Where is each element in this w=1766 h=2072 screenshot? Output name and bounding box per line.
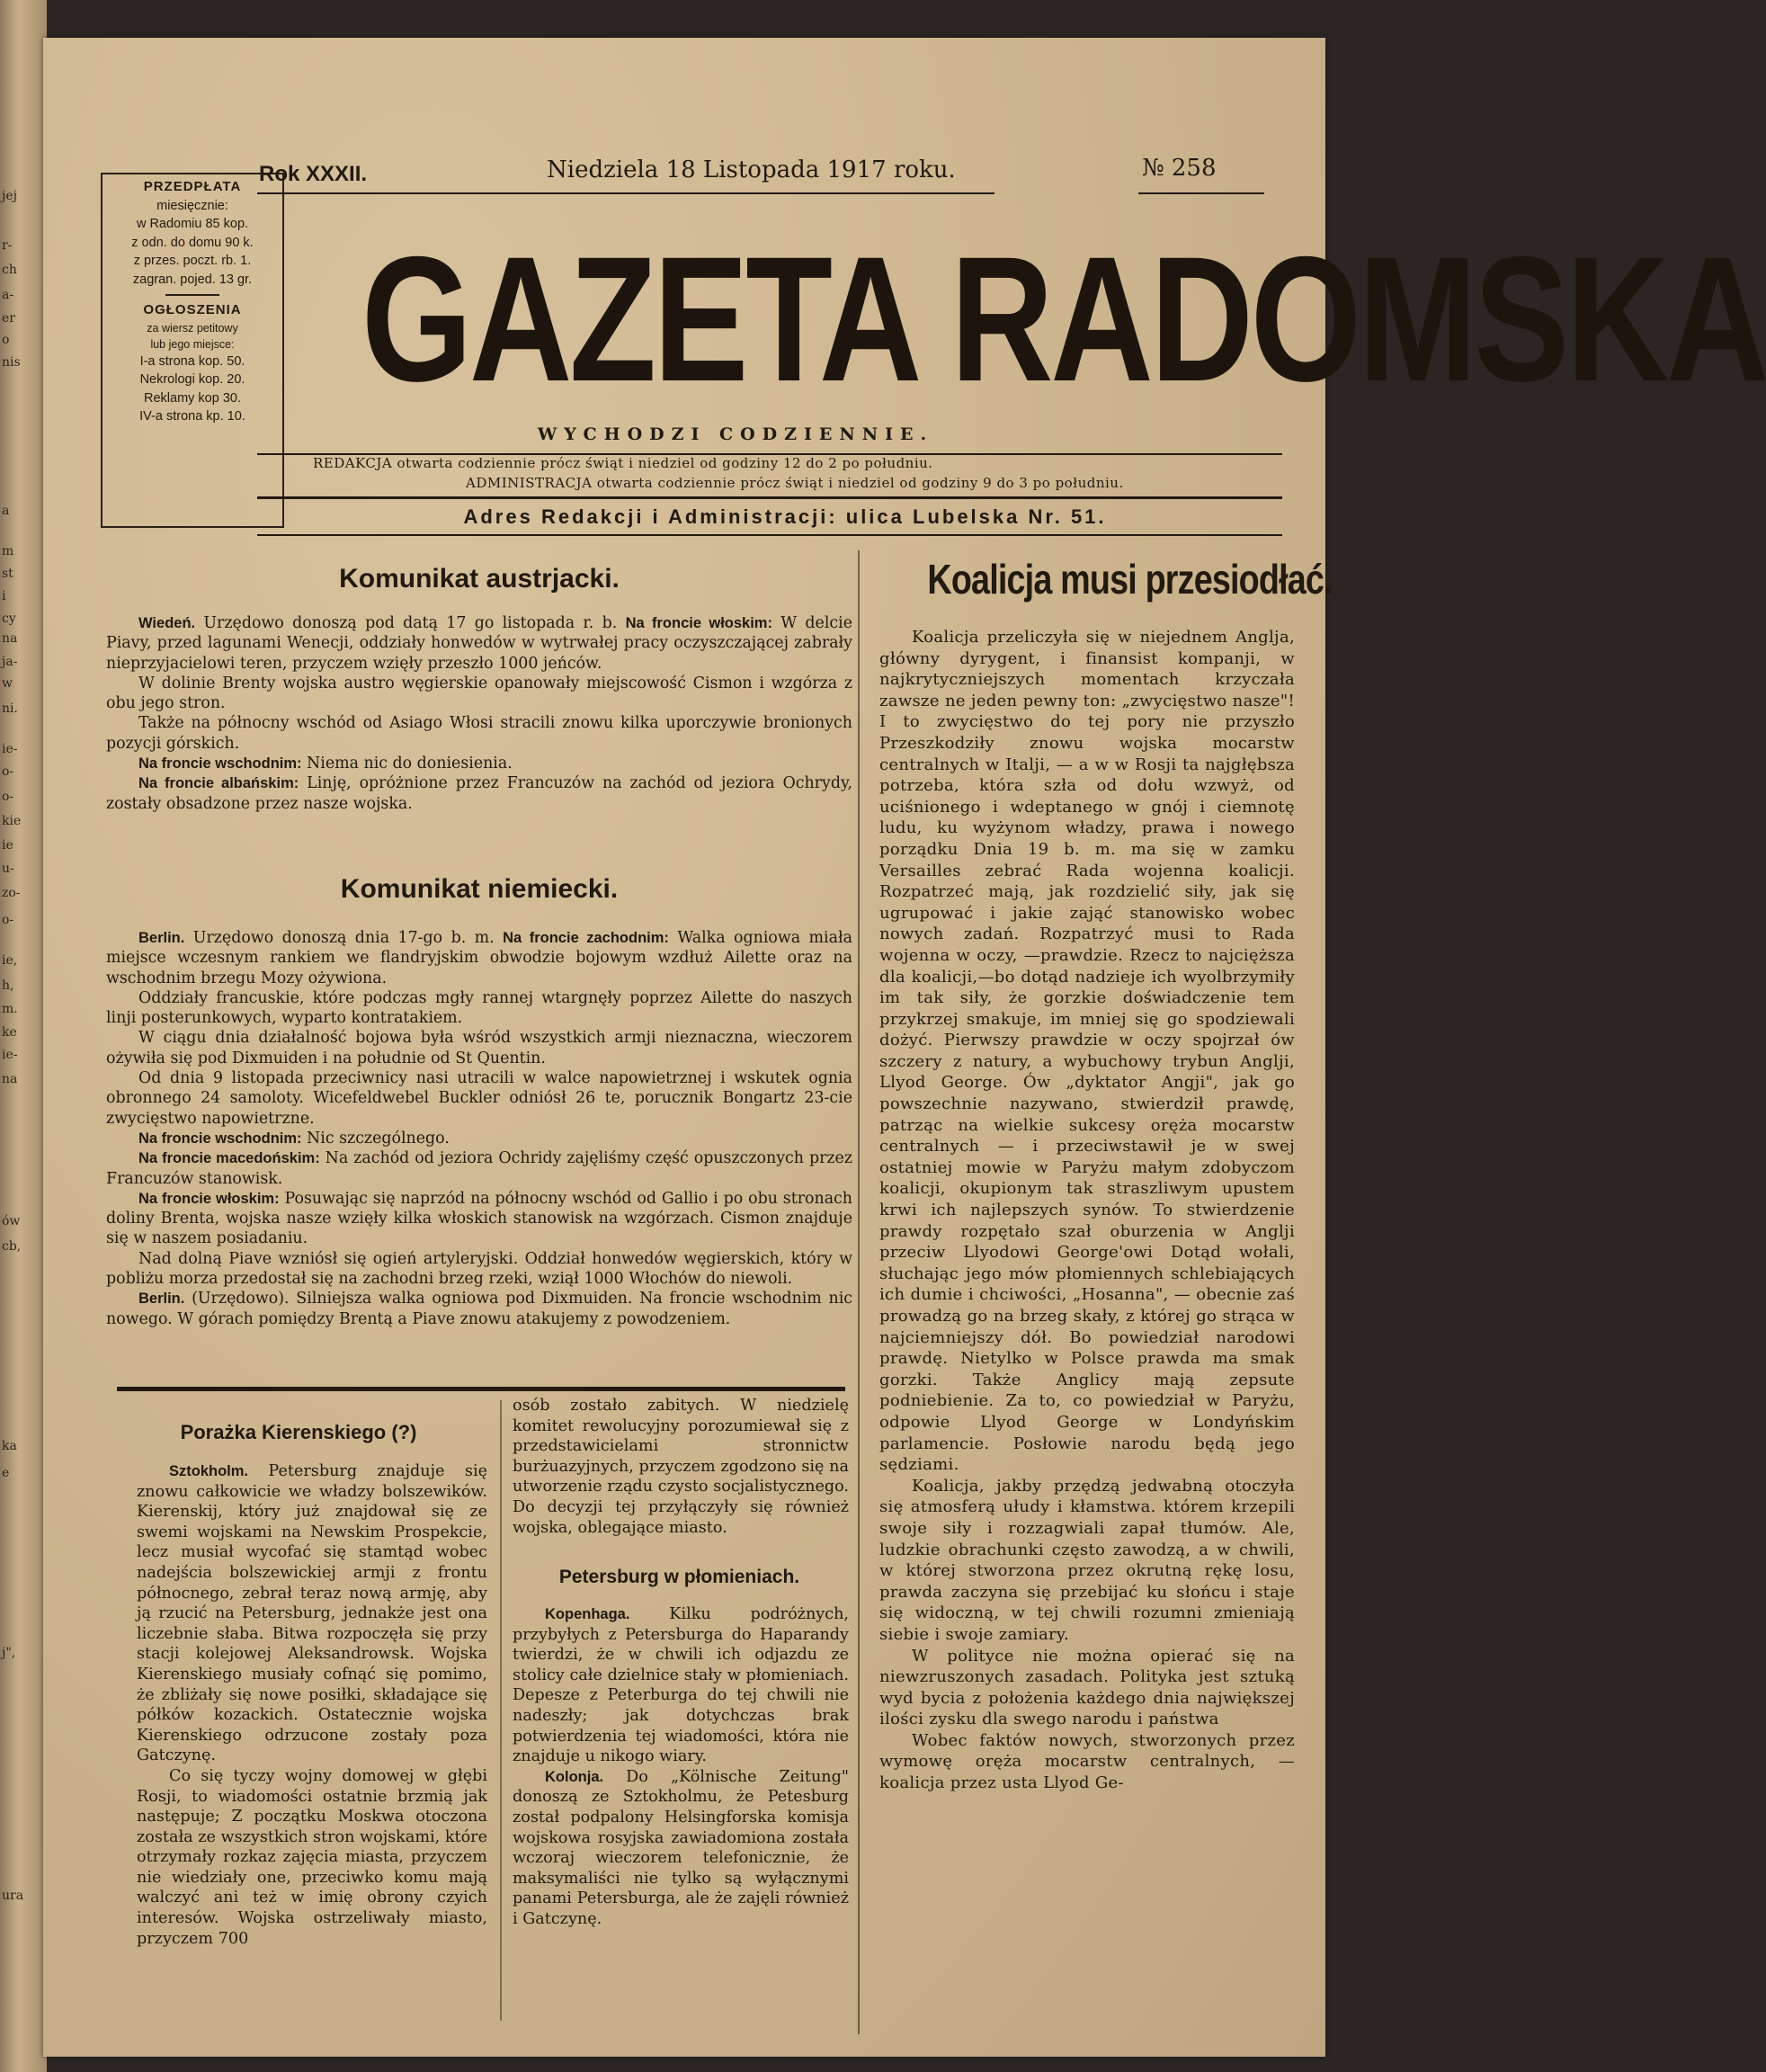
previous-page-fragment: ke <box>2 1025 17 1040</box>
previous-page-fragment: h, <box>2 978 14 993</box>
front-label: Na froncie włoskim: <box>625 615 772 631</box>
paragraph: W polityce nie można opierać się na niewzruszonych zasadach. Polityka jest sztuką wyd bycia z położenia każdego dnia największej ilości zysku dla swego narodu i państwa <box>879 1646 1295 1729</box>
paragraph-text: Do „Kölnische Zeitung" donoszą ze Sztokholmu, że Petesburg został podpalony Helsingforska komisja wojskowa rosyjska zawiadomiona została wczoraj wieczorem telefonicznie, że maksymaliści nie tylko są wyłącznymi panami Petersburga, ale że zajęli również i Gatczynę. <box>513 1767 849 1928</box>
article-austrian <box>106 613 852 814</box>
subscription-line: z przes. poczt. rb. 1. <box>133 254 252 268</box>
ads-line: Nekrologi kop. 20. <box>139 372 245 387</box>
article-coalition <box>879 627 1295 1794</box>
previous-page-fragment: na <box>2 631 18 646</box>
previous-page-fragment: ie, <box>2 953 18 968</box>
column-separator <box>500 1400 502 2021</box>
issue-number: № 258 <box>1142 155 1217 182</box>
paragraph-text: Posuwając się naprzód na północny wschód od Gallio i po obu stronach doliny Brenta, wojska nasze wzięły kilka włoskich stanowisk na wzgórzach. Cismon znajduje się w naszem posiadaniu. <box>106 1189 853 1248</box>
newspaper-subtitle: WYCHODZI CODZIENNIE. <box>537 424 934 444</box>
header-rule <box>257 534 1282 536</box>
paragraph-text: Linję, opróżnione przez Francuzów na zachód od jeziora Ochrydy, zostały obsadzone przez nasze wojska. <box>106 774 852 813</box>
previous-page-fragment: e <box>2 1466 10 1480</box>
article-kerensky-continued <box>513 1396 849 1538</box>
section-rule <box>117 1387 845 1391</box>
ads-line: I-a strona kop. 50. <box>139 353 245 369</box>
subscription-line: z odn. do domu 90 k. <box>131 235 254 250</box>
subscription-subtitle: miesięcznie: <box>156 198 228 213</box>
paragraph: Od dnia 9 listopada przeciwnicy nasi utracili w walce napowietrznej i wskutek ognia obronnego 24 samoloty. Wicefeldwebel Buckler odniósł 26 te, porucznik Bongartz 23-cie zwycięstwo napowietrzne. <box>106 1069 852 1128</box>
previous-page-fragment: r- <box>2 238 13 253</box>
previous-page-fragment: cy <box>2 612 16 626</box>
article-title-austrian: Komunikat austrjacki. <box>339 564 620 594</box>
subscription-line: zagran. pojed. 13 gr. <box>132 272 253 287</box>
front-label: Na froncie albańskim: <box>138 775 299 792</box>
ads-line: lub jego miejsce: <box>150 337 235 351</box>
previous-page-fragment: a <box>2 504 10 518</box>
previous-page-fragment: na <box>2 1072 18 1086</box>
paragraph-text: Nic szczególnego. <box>301 1129 450 1148</box>
previous-page-fragment: ni. <box>2 701 18 716</box>
subscription-divider <box>165 294 219 296</box>
previous-page-fragment: o <box>2 333 10 347</box>
paragraph: Co się tyczy wojny domowej w głębi Rosji, to wiadomości ostatnie brzmią jak następuje; Z początku Moskwa otoczona została ze wszystkich stron wojskami, które otrzymały rozkaz zajęcia miasta, przyczem nie wiedziały one, przeciwko komu mają walczyć ani też w imię obrony czyich interesów. Wojska ostrzeliwały miasto, przyczem 700 <box>137 1766 487 1948</box>
previous-page-fragment: ów <box>2 1214 21 1228</box>
article-title-german: Komunikat niemiecki. <box>340 874 619 904</box>
subscription-title: PRZEDPŁATA <box>143 179 242 194</box>
editorial-hours: REDAKCJA otwarta codziennie prócz świąt i niedziel od godziny 12 do 2 po południu. <box>313 455 933 471</box>
ads-title: OGŁOSZENIA <box>143 302 242 317</box>
paragraph-text: Kilku podróżnych, przybyłych z Petersburga do Haparandy twierdzi, że w chwili ich odjazdu ze stolicy całe dzielnice stały w płomieniach. Depesze z Peterburga do tej chwili nie nadeszły; jak dotychczas brak potwierdzenia tej wiadomości, która nie znajduje u nikogo wiary. <box>513 1605 849 1766</box>
article-kerensky <box>137 1461 487 1949</box>
newspaper-title: GAZETA RADOMSKA <box>361 219 1766 418</box>
front-label: Na froncie macedońskim: <box>138 1150 320 1167</box>
previous-page-fragment: m <box>2 544 14 558</box>
previous-page-fragment: er <box>2 311 15 326</box>
previous-page-fragment: ura <box>2 1889 24 1903</box>
paragraph-text: (Urzędowo). Silniejsza walka ogniowa pod Dixmuiden. Na froncie wschodnim nic nowego. W górach pomiędzy Brentą a Piave znowu atakujemy z powodzeniem. <box>106 1290 852 1328</box>
paragraph: osób zostało zabitych. W niedzielę komitet rewolucyjny porozumiewał się z przedstawicielami stronnictw burżuazyjnych, przyczem zgodzono się na utworzenie rządu czysto socjalistycznego. Do decyzji tej przyłączyły się również wojska, oblegające miasto. <box>513 1397 849 1537</box>
article-title-kerensky: Porażka Kierenskiego (?) <box>180 1421 417 1443</box>
paragraph-text: Niema nic do doniesienia. <box>301 755 513 773</box>
paragraph: W ciągu dnia działalność bojowa była wśród wszystkich armji nieznaczna, wieczorem ożywiła się pod Dixmuiden i na południe od St Quentin. <box>106 1029 852 1067</box>
dateline: Wiedeń. <box>138 615 196 631</box>
column-separator <box>858 550 860 2034</box>
ads-line: Reklamy kop 30. <box>144 390 241 406</box>
paragraph-text: Urzędowo donoszą pod datą 17 go listopada r. b. <box>195 614 626 632</box>
administration-hours: ADMINISTRACJA otwarta codziennie prócz świąt i niedziel od godziny 9 do 3 po południu. <box>466 475 1124 491</box>
previous-page-fragment: ka <box>2 1439 17 1453</box>
issue-date: Niedziela 18 Listopada 1917 roku. <box>547 156 956 183</box>
article-title-petersburg: Petersburg w płomieniach. <box>558 1567 800 1587</box>
paragraph: Koalicja przeliczyła się w niejednem Anglja, główny dyrygent, i finansist kompanji, w najkrytyczniejszych momentach krzyczała zawsze ne jeden pewny ton: „zwycięstwo nasze"! I to zwycięstwo do tej pory nie przyszło Przeszkodziły znowu wojska mocarstw centralnych w Italji, — a w w Rosji ta najgłębsza potrzeba, która szła od dołu wzwyż, od uciśnionego i wdeptanego w gnój i ciemnotę ludu, ku wyżynom władzy, prawa i nowego porządku Dnia 19 b. m. ma się w zamku Versailles zebrać Rada wojenna koalicji. Rozpatrzeć mają, jak rozdzielić siły, jak się ugrupować i jakie zająć stanowisko wobec nowych zadań. Rozpatrzyć musi to Rada wojenna w oczy, —prawdzie. Rzecz to najcięższa dla koalicji,—bo dotąd nadzieje ich wyolbrzymiły im tak siły, że gorzkie doświadczenie tem przykrzej smakuje, im mniej się go spodziewali dożyć. Pierwszy prawdzie w oczy spojrzał ów szczery z natury, a wybuchowy trybun Anglji, Llyod George. Ów „dyktator Angji", jak go powszechnie nazywano, stwierdził prawdę, patrząc na wielkie sukcesy oręża mocarstw centralnych — i przeciwstawił je w swej ostatniej mowie w Paryżu małym zdobyczom koalicji, okupionym tak straszliwym upustem krwi ich najlepszych synów. To stwierdzenie prawdy rozpętało szał oburzenia w Anglji przeciw Llyodowi George'owi Dotąd wołali, słuchając jego mów płomiennych schlebiających ich dumie i chciwości, „Hosanna", — obecnie zaś prowadzą go na brzeg skały, z której go strąca w najciemniejszy dół. Bo powiedział narodowi prawdę. Nietylko w Polsce prawda ma smak gorzki. Także Anglicy mają zepsute podniebienie. Za to, co powiedział w Paryżu, odpowie Llyod George w Londyńskim parlamencie. Posłowie narodu będą jego sędziami. <box>879 628 1295 1475</box>
previous-page-fragment: nis <box>2 355 21 370</box>
article-petersburg <box>513 1604 849 1930</box>
paragraph: Koalicja, jakby przędzą jedwabną otoczyła się atmosferą ułudy i kłamstwa. którem krzepili swoje siły i rozzagwiali zapał tłumów. Ale, ludzkie obrachunki często zawodzą, a w chwili, w której stworzona przez okrutną rękę losu, prawda zaczyna się przebijać ku słońcu i staje się widoczną, w tej chwili rozumni zmieniają siebie i swoje zamiary. <box>879 1476 1295 1644</box>
paragraph: Nad dolną Piave wzniósł się ogień artyleryjski. Oddział honwedów węgierskich, który w pobliżu morza przedostał się na zachodni brzeg rzeki, wziął 1000 Włochów do niewoli. <box>106 1249 852 1289</box>
paragraph-text: Petersburg znajduje się znowu całkowicie we władzy bolszewików. Kierenskij, który już znajdował się ze swemi wojskami na Newskim Prospekcie, lecz musiał wycofać się stamtąd wobec nadejścia bolszewickiej armji z frontu północnego, zebrał teraz nową armję, aby ją rzucić na Petersburg, jednakże jest ona liczebnie słaba. Bitwa rozpoczęła się przy stacji kolejowej Aleksandrowsk. Wojska Kierenskiego musiały cofnąć się pomimo, że zbliżały się nowe posiłki, składające się półków kozackich. Ostatecznie wojska Kierenskiego odrzucone zostały poza Gatczynę. <box>137 1462 487 1765</box>
front-label: Na froncie wschodnim: <box>138 755 302 773</box>
previous-page-fragment: o- <box>2 764 14 779</box>
paragraph-text: Walka ogniowa miała miejsce wczesnym rankiem we flandryjskim obwodzie bojowym wzdłuż Ailette oraz na wschodnim brzegu Mozy ożywiona. <box>106 929 852 987</box>
previous-page-fragment: ja- <box>2 655 18 669</box>
paragraph-text: Na zachód od jeziora Ochridy zajęliśmy część opuszczonych przez Francuzów stanowisk. <box>106 1149 853 1188</box>
paragraph: Wobec faktów nowych, stworzonych przez wymowę oręża mocarstw centralnych, — koalicja przez usta Llyod Ge- <box>879 1730 1295 1793</box>
front-label: Na froncie zachodnim: <box>503 930 669 946</box>
article-german <box>106 928 852 1329</box>
previous-page-fragment: o- <box>2 913 14 927</box>
subscription-box <box>101 173 284 528</box>
paragraph: Oddziały francuskie, które podczas mgły rannej wtargnęły poprzez Ailette do naszych linji posterunkowych, wyparto kontratakiem. <box>106 988 852 1028</box>
previous-page-fragment: j", <box>2 1646 16 1660</box>
article-title-coalition: Koalicja musi przesiodłać. <box>927 556 1333 603</box>
office-address: Adres Redakcji i Administracji: ulica Lubelska Nr. 51. <box>463 505 1107 528</box>
previous-page-fragment: cb, <box>2 1239 22 1254</box>
header-rule <box>257 496 1282 499</box>
paragraph-text: Urzędowo donoszą dnia 17-go b. m. <box>184 929 504 947</box>
previous-page-fragment: ch <box>2 263 17 277</box>
previous-page-fragment: jej <box>2 189 17 203</box>
previous-page-fragment: zo- <box>2 886 21 900</box>
dateline: Kopenhaga. <box>545 1606 630 1622</box>
previous-page-fragment: ie- <box>2 742 18 756</box>
previous-page-fragment: a- <box>2 288 14 302</box>
previous-page-fragment: kie <box>2 814 22 828</box>
subscription-line: w Radomiu 85 kop. <box>136 217 249 231</box>
previous-page-fragment: st <box>2 567 13 581</box>
previous-page-fragment: m. <box>2 1002 18 1016</box>
previous-page-fragment: i <box>2 589 6 603</box>
paragraph: W dolinie Brenty wojska austro węgierskie opanowały miejscowość Cismon i wzgórza z obu jego stron. <box>106 674 852 713</box>
dateline: Berlin. <box>138 930 185 946</box>
volume-label: Rok XXXII. <box>259 162 368 186</box>
previous-page-edge <box>0 0 47 2072</box>
paragraph: Także na północny wschód od Asiago Włosi stracili znowu kilka uporczywie bronionych pozycji górskich. <box>106 714 852 753</box>
previous-page-fragment: ie- <box>2 1048 18 1062</box>
dateline: Berlin. <box>138 1291 185 1308</box>
front-label: Na froncie wschodnim: <box>138 1130 302 1147</box>
previous-page-fragment: u- <box>2 862 14 876</box>
dateline: Sztokholm. <box>169 1463 249 1479</box>
header-rule <box>257 192 994 194</box>
header-rule <box>1138 192 1264 194</box>
dateline: Kolonja. <box>545 1768 604 1785</box>
previous-page-fragment: w <box>2 676 13 691</box>
ads-line: za wiersz petitowy <box>147 321 238 335</box>
newspaper-page <box>43 38 1766 2057</box>
ads-line: IV-a strona kp. 10. <box>139 409 245 424</box>
front-label: Na froncie włoskim: <box>138 1190 280 1207</box>
previous-page-fragment: o- <box>2 790 14 804</box>
paragraph-text: W delcie Piavy, przed lagunami Wenecji, oddziały honwedów w wytrwałej pracy oczyszczającej zabrały nieprzyjacielowi teren, przyczem wzięły przeszło 1000 jeńców. <box>106 614 853 673</box>
previous-page-fragment: ie <box>2 838 13 853</box>
